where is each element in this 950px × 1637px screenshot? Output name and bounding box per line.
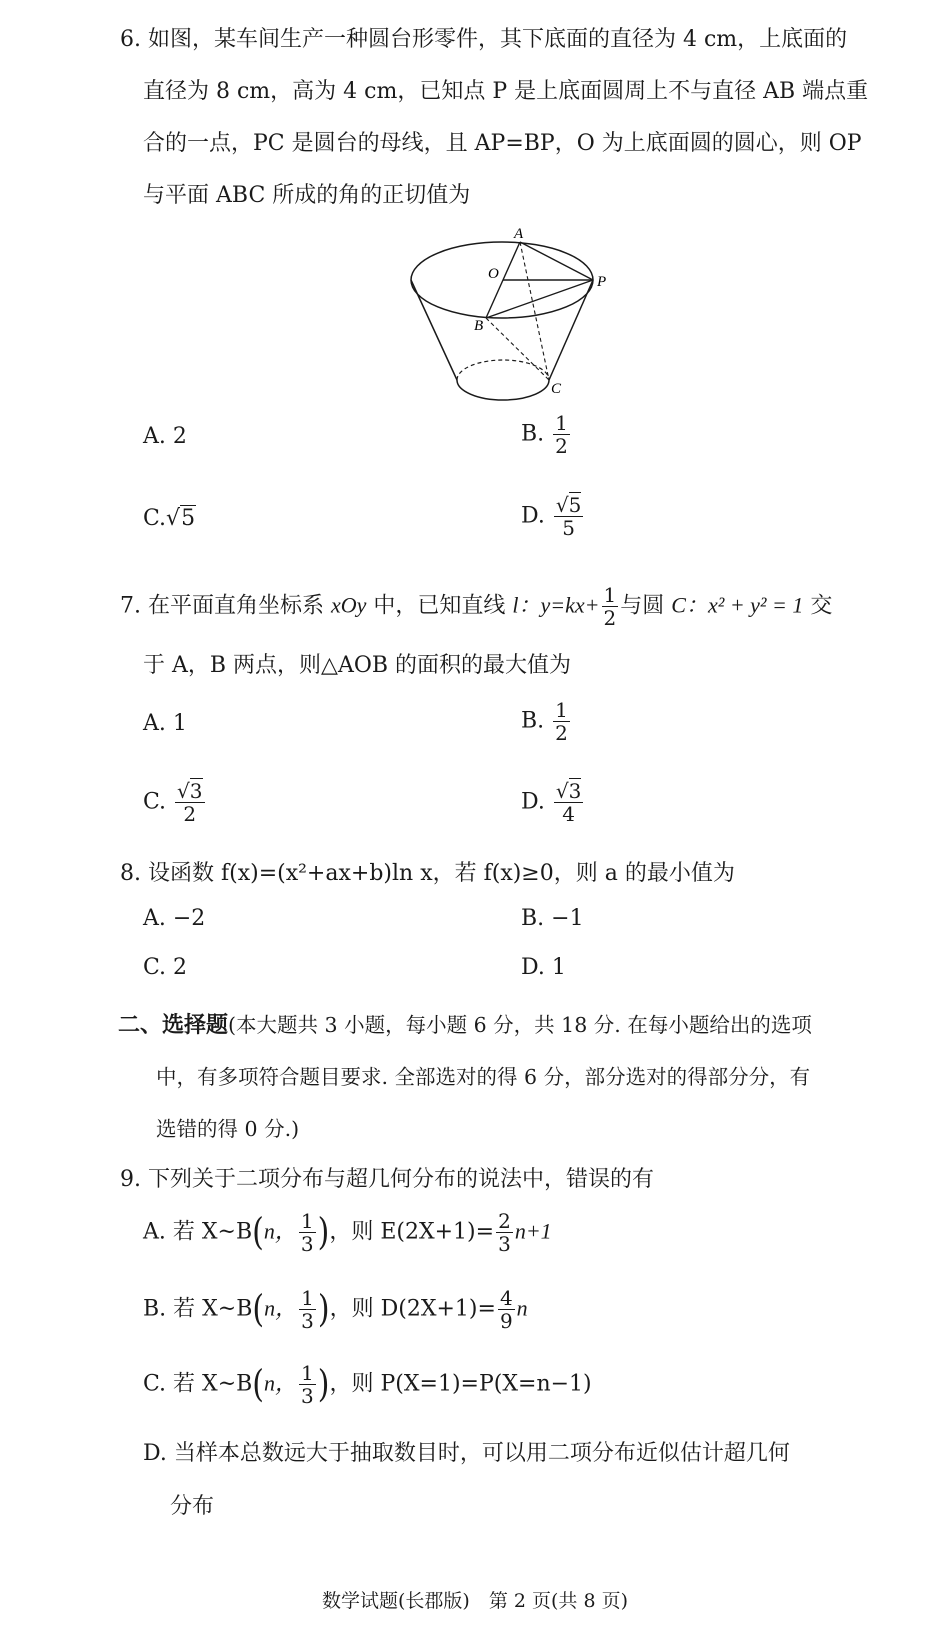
numerator: √3 — [555, 779, 582, 803]
denominator: 3 — [300, 1232, 314, 1256]
q7-option-b-fraction — [553, 699, 570, 744]
numerator: 1 — [301, 1361, 314, 1385]
denominator: 3 — [301, 1309, 314, 1333]
q8-line: 8. 设函数 f(x)=(x²+ax+b)ln x，若 f(x)≥0，则 a 的最小值为 — [120, 861, 735, 886]
sqrt-symbol: √5 — [166, 506, 196, 531]
q7-xoy: xOy — [330, 592, 367, 618]
q9-option-c-prefix: C. 若 X~B — [143, 1371, 253, 1397]
q7-line-equation: l：y=kx+ — [512, 592, 600, 618]
section-2-line-2: 中，有多项符合题目要求. 全部选对的得 6 分，部分选对的得部分分，有 — [156, 1065, 811, 1089]
q6-line-1: 6. 如图，某车间生产一种圆台形零件，其下底面的直径为 4 cm，上底面的 — [120, 27, 848, 52]
q9-option-a: A. 若 X~B(n， $\frac{1}{3}$ )，则 E(2X+1)= $\frac{2}{3}$ n+1 — [143, 1209, 552, 1256]
q9-option-b-prefix: B. 若 X~B — [143, 1296, 253, 1322]
q6-line-2: 直径为 8 cm，高为 4 cm，已知点 P 是上底面圆周上不与直径 AB 端点重 — [143, 79, 869, 104]
q7-option-a: A. 1 — [143, 711, 187, 736]
q7-option-d-label: D. — [521, 789, 545, 815]
q8-option-d: D. 1 — [521, 955, 566, 980]
radicand: 5 — [181, 506, 196, 531]
q8-option-a: A. −2 — [143, 906, 206, 931]
q9-option-d-line-1: D. 当样本总数远大于抽取数目时，可以用二项分布近似估计超几何 — [143, 1441, 790, 1466]
label-A: A — [514, 226, 524, 242]
denominator: 4 — [562, 802, 575, 826]
radicand: 5 — [568, 493, 582, 517]
q9-option-a-prefix: A. 若 X~B — [143, 1219, 253, 1245]
q7-text-a: 7. 在平面直角坐标系 — [120, 593, 324, 619]
numerator: √5 — [555, 493, 582, 517]
q9-option-b-n: n， — [264, 1295, 298, 1321]
q6-option-b-label: B. — [521, 421, 545, 447]
numerator: 1 — [301, 1286, 314, 1310]
denominator: 2 — [555, 721, 568, 745]
q6-option-d — [521, 494, 585, 539]
numerator: √3 — [177, 779, 203, 803]
q7-option-b — [521, 699, 572, 744]
frustum-figure — [400, 220, 620, 410]
denominator: 3 — [301, 1384, 314, 1408]
q9-option-c-fraction — [299, 1362, 316, 1407]
q7-option-d-fraction — [554, 780, 583, 825]
numerator: 4 — [499, 1286, 513, 1310]
q9-option-a-fraction — [299, 1210, 316, 1255]
label-B: B — [474, 318, 484, 334]
denominator: 9 — [499, 1309, 513, 1333]
numerator: 1 — [603, 583, 617, 607]
q7-line-1 — [120, 584, 832, 629]
q7-text-d: 交 — [810, 593, 833, 619]
q9-option-c-tail: ，则 P(X=1)=P(X=n−1) — [329, 1371, 592, 1397]
q7-option-d — [521, 780, 585, 825]
q9-option-a-tail: ，则 E(2X+1)= — [329, 1219, 495, 1245]
q7-option-c-fraction — [175, 780, 204, 825]
q9-option-b-fraction-2 — [498, 1287, 515, 1332]
q8-option-c: C. 2 — [143, 955, 188, 980]
q6-option-a: A. 2 — [143, 424, 187, 449]
q6-option-d-fraction — [554, 494, 583, 539]
q6-option-b-fraction — [553, 412, 570, 457]
numerator: 1 — [555, 698, 568, 722]
q7-option-c-label: C. — [143, 789, 167, 815]
q9-option-b-fraction — [299, 1287, 316, 1332]
q9-option-b: B. 若 X~B(n， $\frac{1}{3}$ )，则 D(2X+1)= $\frac{4}{9}$ n — [143, 1286, 528, 1333]
q9-option-c: C. 若 X~B(n， $\frac{1}{3}$ )，则 P(X=1)=P(X=n−1) — [143, 1361, 592, 1408]
numerator: 1 — [555, 411, 568, 435]
label-P: P — [597, 274, 607, 290]
q7-circle-equation: C：x² + y² = 1 — [671, 592, 804, 618]
q9-option-a-fraction-2 — [496, 1210, 513, 1255]
label-O: O — [488, 266, 499, 282]
q9-option-d-line-2: 分布 — [170, 1494, 215, 1519]
denominator: 2 — [603, 606, 617, 630]
q8-option-b: B. −1 — [521, 906, 584, 931]
q9-option-a-end: n+1 — [514, 1218, 552, 1244]
q6-option-d-label: D. — [521, 503, 545, 529]
denominator: 3 — [498, 1232, 511, 1256]
q9-line: 9. 下列关于二项分布与超几何分布的说法中，错误的有 — [120, 1167, 654, 1192]
q9-option-c-n: n， — [264, 1370, 298, 1396]
q7-text-c: 与圆 — [620, 593, 665, 619]
numerator: 2 — [498, 1209, 511, 1233]
q6-line-3: 合的一点，PC 是圆台的母线，且 AP=BP，O 为上底面圆的圆心，则 OP — [143, 131, 862, 156]
q7-fraction — [602, 584, 619, 629]
denominator: 2 — [555, 434, 568, 458]
q6-option-c-label: C. — [143, 506, 167, 531]
q9-option-b-end: n — [516, 1295, 528, 1321]
q6-line-4: 与平面 ABC 所成的角的正切值为 — [143, 183, 471, 208]
q7-line-2: 于 A，B 两点，则△AOB 的面积的最大值为 — [143, 653, 572, 678]
section-2-line-1 — [118, 1008, 812, 1039]
q9-option-a-n: n， — [263, 1218, 297, 1244]
section-2-intro: (本大题共 3 小题，每小题 6 分，共 18 分. 在每小题给出的选项 — [228, 1013, 812, 1037]
label-C: C — [551, 381, 562, 397]
q7-option-c — [143, 780, 207, 825]
numerator: 1 — [300, 1209, 314, 1233]
page-footer: 数学试题(长郡版) 第 2 页(共 8 页) — [322, 1590, 628, 1612]
q6-option-b — [521, 412, 572, 457]
q9-option-b-tail: ，则 D(2X+1)= — [329, 1296, 496, 1322]
denominator: 2 — [183, 802, 197, 826]
radicand: 3 — [568, 779, 582, 803]
q7-text-b: 中，已知直线 — [373, 593, 506, 619]
section-2-line-3: 选错的得 0 分.) — [156, 1117, 300, 1141]
q6-option-c — [143, 506, 196, 531]
section-2-heading: 二、选择题 — [118, 1013, 229, 1038]
radicand: 3 — [189, 779, 203, 803]
denominator: 5 — [562, 516, 575, 540]
q7-option-b-label: B. — [521, 708, 545, 734]
